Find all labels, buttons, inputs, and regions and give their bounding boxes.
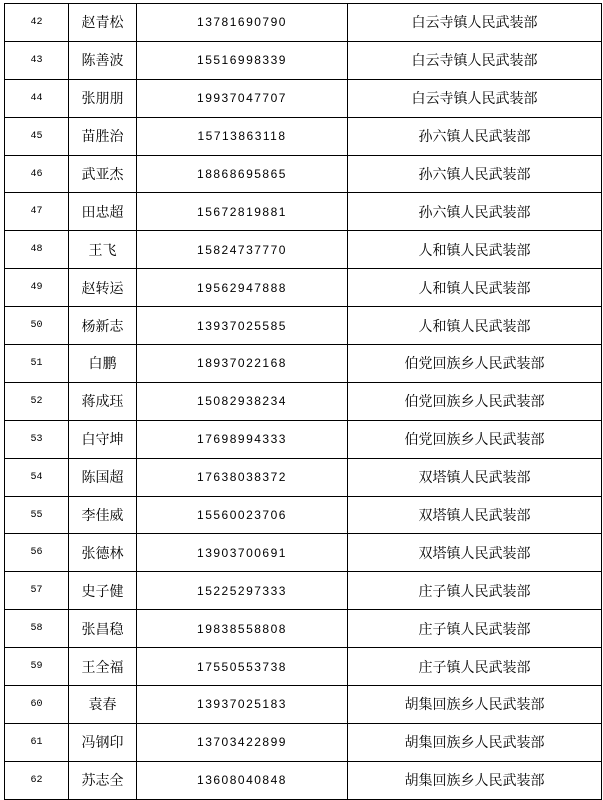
row-number: 58 <box>5 610 69 648</box>
phone-number: 13608040848 <box>137 761 348 799</box>
person-name: 袁春 <box>69 686 137 724</box>
person-name: 田忠超 <box>69 193 137 231</box>
phone-number: 15516998339 <box>137 41 348 79</box>
phone-number: 19838558808 <box>137 610 348 648</box>
person-name: 史子健 <box>69 572 137 610</box>
person-name: 武亚杰 <box>69 155 137 193</box>
person-name: 王全福 <box>69 648 137 686</box>
row-number: 50 <box>5 307 69 345</box>
department: 胡集回族乡人民武装部 <box>348 723 602 761</box>
person-name: 陈善波 <box>69 41 137 79</box>
phone-number: 13703422899 <box>137 723 348 761</box>
table-row <box>5 345 602 383</box>
person-name: 杨新志 <box>69 307 137 345</box>
person-name: 赵转运 <box>69 269 137 307</box>
table-row <box>5 686 602 724</box>
table-row <box>5 231 602 269</box>
person-name: 王飞 <box>69 231 137 269</box>
department: 孙六镇人民武装部 <box>348 155 602 193</box>
phone-number: 13937025183 <box>137 686 348 724</box>
table-row <box>5 610 602 648</box>
row-number: 49 <box>5 269 69 307</box>
department: 双塔镇人民武装部 <box>348 458 602 496</box>
department: 庄子镇人民武装部 <box>348 572 602 610</box>
table-row <box>5 79 602 117</box>
department: 孙六镇人民武装部 <box>348 193 602 231</box>
table-row <box>5 723 602 761</box>
table-row <box>5 117 602 155</box>
person-name: 张德林 <box>69 534 137 572</box>
person-name: 陈国超 <box>69 458 137 496</box>
department: 白云寺镇人民武装部 <box>348 41 602 79</box>
table-row <box>5 420 602 458</box>
table-row <box>5 458 602 496</box>
person-name: 蒋成珏 <box>69 382 137 420</box>
person-name: 苏志全 <box>69 761 137 799</box>
row-number: 56 <box>5 534 69 572</box>
row-number: 45 <box>5 117 69 155</box>
department: 双塔镇人民武装部 <box>348 534 602 572</box>
department: 人和镇人民武装部 <box>348 231 602 269</box>
row-number: 44 <box>5 79 69 117</box>
row-number: 54 <box>5 458 69 496</box>
person-name: 白鹏 <box>69 345 137 383</box>
phone-number: 18937022168 <box>137 345 348 383</box>
table-row <box>5 307 602 345</box>
table-row <box>5 496 602 534</box>
phone-number: 15082938234 <box>137 382 348 420</box>
phone-number: 15672819881 <box>137 193 348 231</box>
row-number: 42 <box>5 4 69 42</box>
phone-number: 13937025585 <box>137 307 348 345</box>
row-number: 43 <box>5 41 69 79</box>
phone-number: 17698994333 <box>137 420 348 458</box>
department: 白云寺镇人民武装部 <box>348 79 602 117</box>
department: 伯党回族乡人民武装部 <box>348 420 602 458</box>
phone-number: 15225297333 <box>137 572 348 610</box>
row-number: 59 <box>5 648 69 686</box>
phone-number: 19562947888 <box>137 269 348 307</box>
row-number: 61 <box>5 723 69 761</box>
person-name: 苗胜治 <box>69 117 137 155</box>
row-number: 60 <box>5 686 69 724</box>
phone-number: 17638038372 <box>137 458 348 496</box>
table-body <box>5 4 602 800</box>
department: 人和镇人民武装部 <box>348 307 602 345</box>
table-row <box>5 382 602 420</box>
row-number: 51 <box>5 345 69 383</box>
person-name: 张昌稳 <box>69 610 137 648</box>
row-number: 48 <box>5 231 69 269</box>
phone-number: 17550553738 <box>137 648 348 686</box>
phone-number: 15560023706 <box>137 496 348 534</box>
table-row <box>5 155 602 193</box>
row-number: 46 <box>5 155 69 193</box>
table-row <box>5 41 602 79</box>
person-name: 张朋朋 <box>69 79 137 117</box>
department: 伯党回族乡人民武装部 <box>348 345 602 383</box>
row-number: 62 <box>5 761 69 799</box>
table-row <box>5 648 602 686</box>
phone-number: 13903700691 <box>137 534 348 572</box>
department: 孙六镇人民武装部 <box>348 117 602 155</box>
person-name: 赵青松 <box>69 4 137 42</box>
department: 白云寺镇人民武装部 <box>348 4 602 42</box>
row-number: 57 <box>5 572 69 610</box>
department: 双塔镇人民武装部 <box>348 496 602 534</box>
department: 伯党回族乡人民武装部 <box>348 382 602 420</box>
person-name: 白守坤 <box>69 420 137 458</box>
row-number: 52 <box>5 382 69 420</box>
contact-table <box>4 3 602 800</box>
department: 胡集回族乡人民武装部 <box>348 761 602 799</box>
row-number: 47 <box>5 193 69 231</box>
person-name: 冯钢印 <box>69 723 137 761</box>
department: 人和镇人民武装部 <box>348 269 602 307</box>
row-number: 55 <box>5 496 69 534</box>
table-row <box>5 4 602 42</box>
person-name: 李佳威 <box>69 496 137 534</box>
row-number: 53 <box>5 420 69 458</box>
department: 胡集回族乡人民武装部 <box>348 686 602 724</box>
phone-number: 15713863118 <box>137 117 348 155</box>
department: 庄子镇人民武装部 <box>348 648 602 686</box>
department: 庄子镇人民武装部 <box>348 610 602 648</box>
table-row <box>5 761 602 799</box>
phone-number: 13781690790 <box>137 4 348 42</box>
phone-number: 19937047707 <box>137 79 348 117</box>
phone-number: 15824737770 <box>137 231 348 269</box>
table-row <box>5 193 602 231</box>
table-row <box>5 269 602 307</box>
phone-number: 18868695865 <box>137 155 348 193</box>
table-row <box>5 572 602 610</box>
table-row <box>5 534 602 572</box>
